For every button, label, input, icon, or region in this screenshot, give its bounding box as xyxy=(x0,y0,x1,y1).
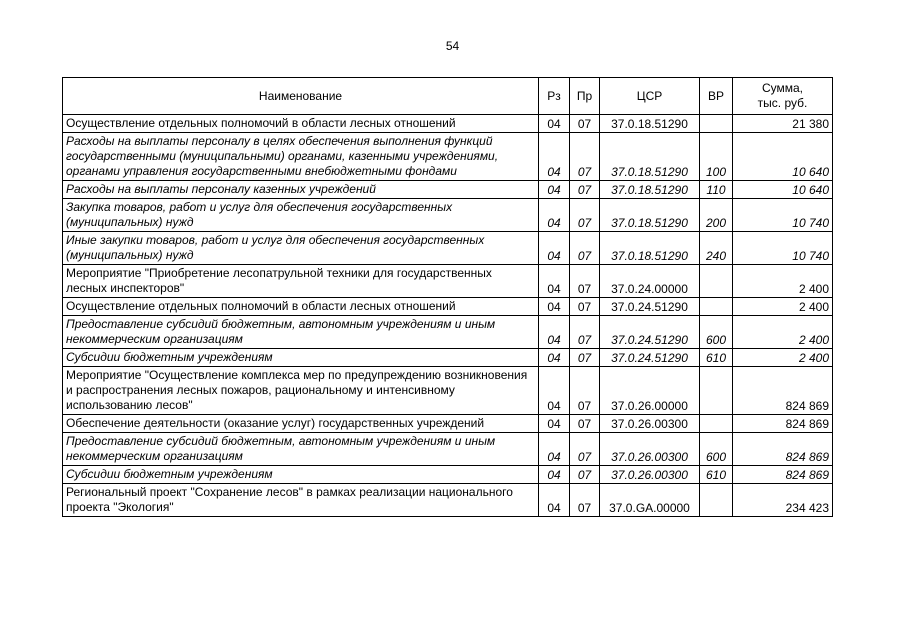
cell-csr: 37.0.18.51290 xyxy=(600,133,700,181)
cell-csr: 37.0.26.00300 xyxy=(600,415,700,433)
cell-sum: 2 400 xyxy=(733,298,833,316)
cell-rz: 04 xyxy=(539,181,570,199)
cell-name: Субсидии бюджетным учреждениям xyxy=(63,466,539,484)
cell-sum: 234 423 xyxy=(733,484,833,517)
cell-csr: 37.0.18.51290 xyxy=(600,199,700,232)
cell-pr: 07 xyxy=(570,199,600,232)
table-row xyxy=(63,232,833,265)
cell-sum: 10 740 xyxy=(733,199,833,232)
cell-sum: 824 869 xyxy=(733,433,833,466)
cell-vr: 600 xyxy=(700,316,733,349)
table-row xyxy=(63,181,833,199)
cell-csr: 37.0.18.51290 xyxy=(600,115,700,133)
cell-csr: 37.0.18.51290 xyxy=(600,181,700,199)
cell-name: Предоставление субсидий бюджетным, автономным учреждениям и иным некоммерческим организациям xyxy=(63,433,539,466)
cell-vr xyxy=(700,415,733,433)
cell-vr xyxy=(700,367,733,415)
cell-pr: 07 xyxy=(570,133,600,181)
cell-rz: 04 xyxy=(539,466,570,484)
cell-name: Закупка товаров, работ и услуг для обеспечения государственных (муниципальных) нужд xyxy=(63,199,539,232)
cell-sum: 10 740 xyxy=(733,232,833,265)
table-row xyxy=(63,367,833,415)
cell-rz: 04 xyxy=(539,415,570,433)
cell-rz: 04 xyxy=(539,199,570,232)
cell-pr: 07 xyxy=(570,265,600,298)
table-row xyxy=(63,484,833,517)
cell-rz: 04 xyxy=(539,484,570,517)
table-body xyxy=(63,115,833,517)
cell-rz: 04 xyxy=(539,433,570,466)
cell-csr: 37.0.24.51290 xyxy=(600,316,700,349)
cell-csr: 37.0.26.00300 xyxy=(600,466,700,484)
cell-name: Осуществление отдельных полномочий в области лесных отношений xyxy=(63,115,539,133)
cell-vr: 240 xyxy=(700,232,733,265)
cell-sum: 10 640 xyxy=(733,133,833,181)
table-row xyxy=(63,298,833,316)
cell-pr: 07 xyxy=(570,367,600,415)
cell-vr xyxy=(700,115,733,133)
cell-csr: 37.0.24.51290 xyxy=(600,349,700,367)
cell-csr: 37.0.GA.00000 xyxy=(600,484,700,517)
cell-rz: 04 xyxy=(539,115,570,133)
cell-name: Расходы на выплаты персоналу в целях обеспечения выполнения функций государственными (муниципальными) органами, казенными учреждениями, органами управления государственными внебюджетными фондами xyxy=(63,133,539,181)
cell-pr: 07 xyxy=(570,232,600,265)
cell-sum: 2 400 xyxy=(733,265,833,298)
cell-name: Региональный проект "Сохранение лесов" в рамках реализации национального проекта "Экология" xyxy=(63,484,539,517)
table-row xyxy=(63,415,833,433)
cell-rz: 04 xyxy=(539,298,570,316)
table-row xyxy=(63,433,833,466)
cell-pr: 07 xyxy=(570,115,600,133)
header-sum xyxy=(733,78,833,115)
cell-sum: 824 869 xyxy=(733,466,833,484)
header-name: Наименование xyxy=(63,78,539,115)
table-row xyxy=(63,316,833,349)
header-rz: Рз xyxy=(539,78,570,115)
cell-name: Предоставление субсидий бюджетным, автономным учреждениям и иным некоммерческим организациям xyxy=(63,316,539,349)
header-csr: ЦСР xyxy=(600,78,700,115)
table-row xyxy=(63,265,833,298)
cell-vr: 610 xyxy=(700,466,733,484)
header-pr: Пр xyxy=(570,78,600,115)
cell-name: Иные закупки товаров, работ и услуг для обеспечения государственных (муниципальных) нужд xyxy=(63,232,539,265)
cell-rz: 04 xyxy=(539,367,570,415)
header-sum-line1: Сумма, xyxy=(761,81,804,95)
header-vr: ВР xyxy=(700,78,733,115)
cell-sum: 21 380 xyxy=(733,115,833,133)
cell-csr: 37.0.24.51290 xyxy=(600,298,700,316)
cell-vr: 100 xyxy=(700,133,733,181)
cell-vr: 600 xyxy=(700,433,733,466)
table-header xyxy=(63,78,833,115)
cell-pr: 07 xyxy=(570,466,600,484)
cell-rz: 04 xyxy=(539,316,570,349)
cell-pr: 07 xyxy=(570,316,600,349)
cell-rz: 04 xyxy=(539,133,570,181)
cell-csr: 37.0.26.00300 xyxy=(600,433,700,466)
cell-sum: 2 400 xyxy=(733,316,833,349)
table-row xyxy=(63,199,833,232)
cell-pr: 07 xyxy=(570,484,600,517)
cell-sum: 824 869 xyxy=(733,415,833,433)
table-row xyxy=(63,115,833,133)
cell-vr: 200 xyxy=(700,199,733,232)
cell-csr: 37.0.18.51290 xyxy=(600,232,700,265)
cell-csr: 37.0.24.00000 xyxy=(600,265,700,298)
table-row xyxy=(63,349,833,367)
cell-name: Мероприятие "Приобретение лесопатрульной техники для государственных лесных инспекторов" xyxy=(63,265,539,298)
table-row xyxy=(63,133,833,181)
header-row xyxy=(63,78,833,115)
cell-pr: 07 xyxy=(570,181,600,199)
cell-vr: 110 xyxy=(700,181,733,199)
cell-name: Мероприятие "Осуществление комплекса мер по предупреждению возникновения и распространения лесных пожаров, рациональному и интенсивному использованию лесов" xyxy=(63,367,539,415)
cell-pr: 07 xyxy=(570,433,600,466)
cell-sum: 2 400 xyxy=(733,349,833,367)
cell-pr: 07 xyxy=(570,415,600,433)
cell-name: Обеспечение деятельности (оказание услуг) государственных учреждений xyxy=(63,415,539,433)
cell-vr: 610 xyxy=(700,349,733,367)
cell-vr xyxy=(700,298,733,316)
table-row xyxy=(63,466,833,484)
cell-vr xyxy=(700,265,733,298)
cell-rz: 04 xyxy=(539,265,570,298)
page-number: 54 xyxy=(445,39,460,53)
cell-name: Расходы на выплаты персоналу казенных учреждений xyxy=(63,181,539,199)
budget-table xyxy=(62,77,833,517)
cell-vr xyxy=(700,484,733,517)
cell-name: Субсидии бюджетным учреждениям xyxy=(63,349,539,367)
cell-pr: 07 xyxy=(570,298,600,316)
cell-name: Осуществление отдельных полномочий в области лесных отношений xyxy=(63,298,539,316)
cell-rz: 04 xyxy=(539,232,570,265)
cell-sum: 824 869 xyxy=(733,367,833,415)
cell-pr: 07 xyxy=(570,349,600,367)
cell-sum: 10 640 xyxy=(733,181,833,199)
cell-rz: 04 xyxy=(539,349,570,367)
header-sum-line2: тыс. руб. xyxy=(757,96,808,110)
cell-csr: 37.0.26.00000 xyxy=(600,367,700,415)
